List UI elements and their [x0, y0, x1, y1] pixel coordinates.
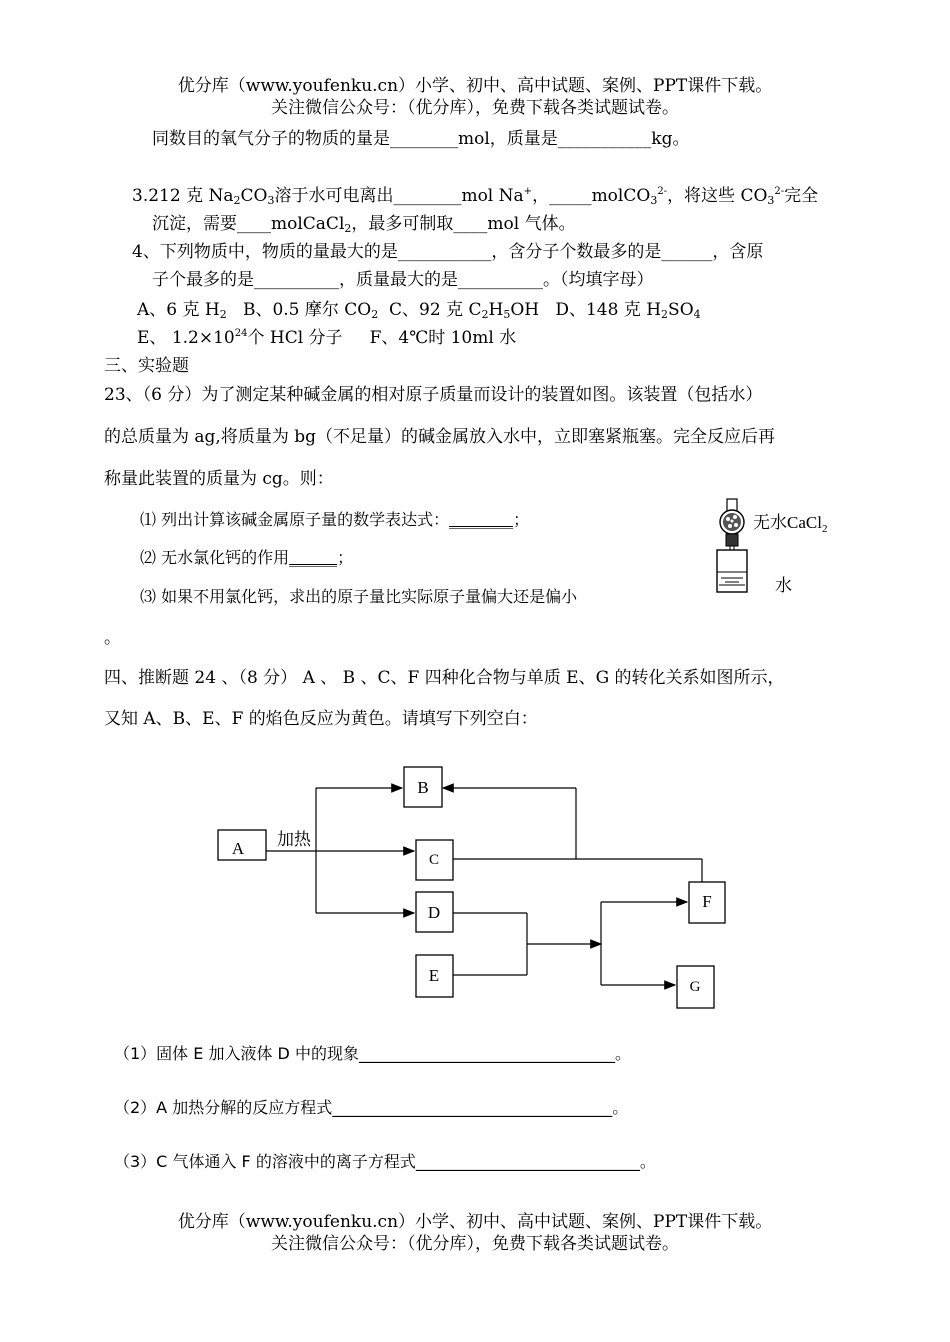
q23-sub-3: ⑶ 如果不用氯化钙，求出的原子量比实际原子量偏大还是偏小 — [140, 587, 578, 606]
q3-line-2: 沉淀，需要____molCaCl$_2$，最多可制取____mol 气体。 — [152, 214, 576, 235]
q4-line-2: 子个最多的是__________，质量最大的是__________。（均填字母） — [152, 270, 654, 290]
q24-blank-2[interactable]: ___________________________________ — [332, 1098, 613, 1117]
node-B: B — [417, 778, 429, 797]
q23-sub-3-end: 。 — [104, 628, 121, 648]
q4-blank-3[interactable]: __________ — [254, 270, 339, 290]
q4-line-1: 4、下列物质中，物质的量最大的是___________，含分子个数最多的是______，含原 — [132, 242, 764, 262]
apparatus-label-cacl2: 无水CaCl$_2$ — [753, 513, 828, 535]
q4-option-b: B、0.5 摩尔 $CO_2$ — [242, 300, 379, 321]
q4-option-a: A、6 克 $H_2$ — [137, 300, 227, 321]
q23-blank-1[interactable]: ________ — [449, 510, 514, 529]
q24-line-1: 四、推断题 24 、（8 分） A 、 B 、C、F 四种化合物与单质 E、G 的转化关系如图所示， — [104, 668, 785, 688]
q24-line-2: 又知 A、B、E、F 的焰色反应为黄色。请填写下列空白： — [104, 709, 538, 729]
q4-option-f: F、4℃时 10ml 水 — [369, 328, 517, 348]
q3-blank-2[interactable]: _____ — [549, 186, 592, 206]
node-G: G — [689, 979, 701, 995]
q23-sub-2: ⑵ 无水氯化钙的作用______； — [140, 548, 354, 567]
q2-blank-2[interactable]: ___________ — [557, 129, 652, 149]
q23-sub-1: ⑴ 列出计算该碱金属原子量的数学表达式：________； — [140, 510, 530, 529]
q23-blank-2[interactable]: ______ — [289, 548, 338, 567]
node-C: C — [428, 852, 440, 868]
q24-sub-3: （3）C 气体通入 F 的溶液中的离子方程式____________________________。 — [114, 1152, 656, 1171]
node-F: F — [702, 892, 712, 911]
q24-sub-1: （1）固体 E 加入液体 D 中的现象________________________________。 — [114, 1044, 631, 1063]
header-line-1: 优分库（www.youfenku.cn）小学、初中、高中试题、案例、PPT课件下载。 — [177, 76, 773, 96]
q4-blank-1[interactable]: ___________ — [397, 242, 492, 262]
q2-blank-1[interactable]: ________ — [390, 129, 458, 149]
q3-blank-4[interactable]: ____ — [453, 214, 488, 234]
q23-line-3: 称量此装置的质量为 cg。则： — [104, 469, 334, 489]
q3-blank-3[interactable]: ____ — [237, 214, 271, 234]
node-E: E — [428, 966, 440, 985]
q24-sub-2: （2）A 加热分解的反应方程式___________________________________。 — [114, 1098, 629, 1117]
q4-option-e: E、 $1.2\times 10^{24}$个 HCl 分子 — [137, 328, 343, 348]
q4-option-d: D、148 克 $H_2SO_4$ — [555, 300, 701, 321]
q23-line-1: 23、（6 分）为了测定某种碱金属的相对原子质量而设计的装置如图。该装置（包括水） — [104, 385, 763, 405]
q23-line-2: 的总质量为 ag,将质量为 bg（不足量）的碱金属放入水中，立即塞紧瓶塞。完全反应后再 — [104, 427, 775, 447]
q3-blank-1[interactable]: ________ — [393, 186, 462, 206]
q4-blank-2[interactable]: ______ — [661, 242, 713, 262]
q2-continuation: 同数目的氧气分子的物质的量是________mol，质量是___________kg。 — [152, 129, 690, 149]
q24-blank-1[interactable]: ________________________________ — [358, 1044, 615, 1063]
q3-line-1: 3.212 克 $Na_2CO_3$溶于水可电离出________mol Na+，_____molCO$_3^{2-}$，将这些 $CO_3^{2-}$完全 — [132, 186, 819, 207]
heat-label: 加热 — [277, 830, 311, 849]
section-3-title: 三、实验题 — [104, 356, 189, 376]
footer-line-2: 关注微信公众号：（优分库），免费下载各类试题试卷。 — [271, 1234, 679, 1254]
header-line-2: 关注微信公众号：（优分库），免费下载各类试题试卷。 — [271, 98, 679, 118]
apparatus-label-water: 水 — [775, 576, 792, 595]
q4-blank-4[interactable]: __________ — [458, 270, 543, 290]
node-D: D — [427, 903, 441, 922]
q24-blank-3[interactable]: ____________________________ — [415, 1152, 640, 1171]
footer-line-1: 优分库（www.youfenku.cn）小学、初中、高中试题、案例、PPT课件下载。 — [177, 1212, 773, 1232]
node-A: A — [231, 839, 245, 858]
q4-option-c: C、92 克 $C_2H_5OH$ — [389, 300, 540, 321]
